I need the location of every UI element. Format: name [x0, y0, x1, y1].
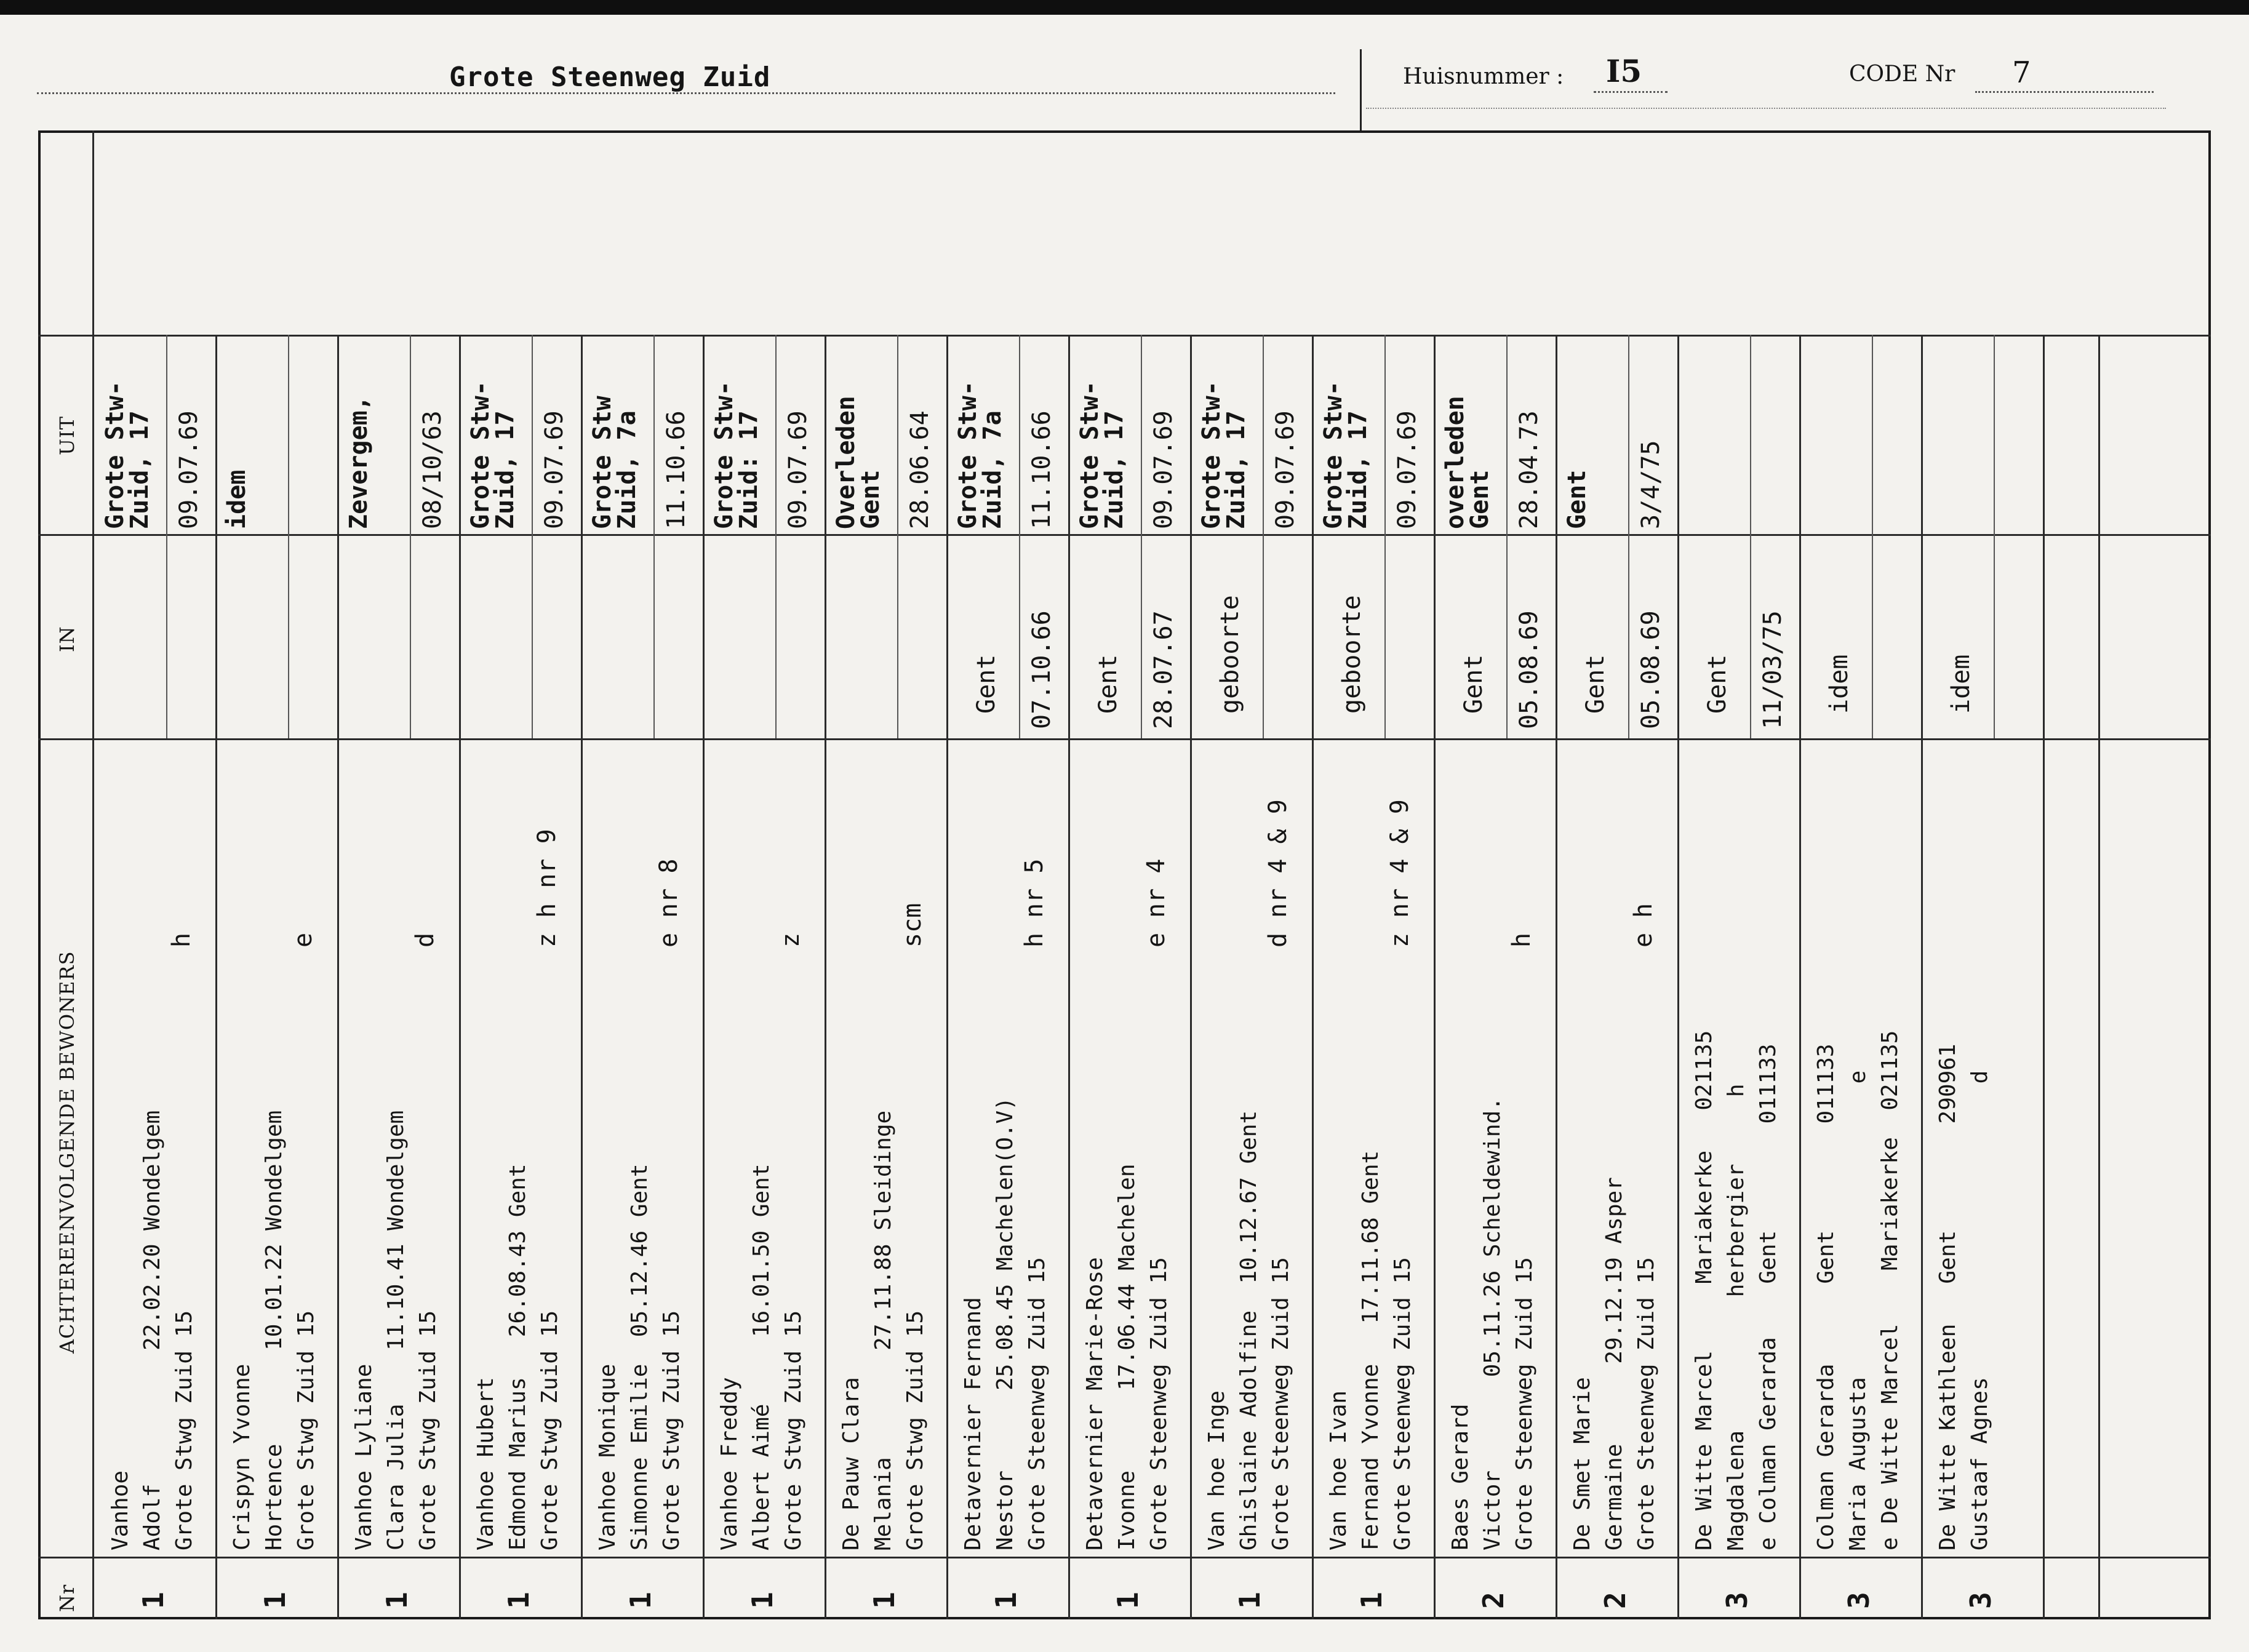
cell-subdivider [288, 335, 289, 738]
row-nr: 1 [502, 1592, 535, 1609]
resident-line: Germaine 29.12.19 Asper [1602, 1177, 1627, 1550]
in-place: Gent [1094, 654, 1122, 714]
resident-line: e Colman Gerarda Gent 011133 [1756, 1043, 1781, 1550]
nr-column-label: Nr [55, 1584, 79, 1612]
resident-line: Van hoe Ivan [1326, 1390, 1351, 1550]
cell-subdivider [410, 335, 411, 738]
row-divider [581, 335, 583, 1619]
uit-place: Grote Stw- [1197, 381, 1226, 529]
uit-date: 09.07.69 [1149, 410, 1178, 529]
in-place: idem [1947, 654, 1975, 714]
resident-line: Grote Stwg Zuid 15 [537, 1310, 562, 1550]
row-divider [1312, 335, 1314, 1619]
cell-subdivider [1628, 335, 1629, 738]
uit-date: 11.10.66 [1028, 410, 1056, 529]
uit-date: 28.04.73 [1515, 410, 1543, 529]
row-divider [1556, 335, 1557, 1619]
in-place: Gent [972, 654, 1001, 714]
resident-line: Simonne Emilie 05.12.46 Gent [627, 1163, 652, 1550]
resident-line: Grote Steenweg Zuid 15 [1025, 1257, 1050, 1550]
row-note: e [289, 932, 318, 948]
in-date: 07.10.66 [1028, 610, 1056, 729]
in-date: 05.08.69 [1515, 610, 1543, 729]
row-divider [337, 335, 339, 1619]
uit-place: idem [223, 469, 251, 529]
row-divider [1190, 335, 1192, 1619]
in-place: Gent [1703, 654, 1732, 714]
resident-line: e De Witte Marcel Mariakerke 021135 [1877, 1030, 1903, 1550]
code-dotted-line [1975, 91, 2154, 93]
cell-subdivider [1263, 335, 1264, 738]
uit-place: Gent [857, 469, 885, 529]
cell-subdivider [897, 335, 898, 738]
row-nr: 1 [137, 1592, 170, 1609]
resident-line: Grote Stwg Zuid 15 [415, 1310, 441, 1550]
uit-place: Zuid, 17 [1100, 410, 1128, 529]
resident-line: Vanhoe Lyliane [351, 1363, 377, 1550]
row-nr: 2 [1477, 1592, 1510, 1609]
row-nr: 1 [868, 1592, 901, 1609]
resident-line: Grote Stwg Zuid 15 [781, 1310, 806, 1550]
uit-place: Gent [1563, 469, 1591, 529]
row-divider [2098, 335, 2100, 1619]
top-edge-bar [0, 0, 2249, 15]
resident-line: Van hoe Inge [1204, 1390, 1229, 1550]
row-note: e nr 4 [1142, 858, 1170, 948]
uit-date: 08/10/63 [418, 410, 447, 529]
cell-subdivider [653, 335, 655, 738]
resident-line: De Witte Kathleen Gent 290961 [1935, 1043, 1960, 1550]
row-nr: 3 [1720, 1592, 1754, 1609]
resident-line: Vanhoe [108, 1470, 133, 1550]
cell-subdivider [1994, 335, 1995, 738]
row-divider [215, 335, 217, 1619]
row-note: h [1508, 932, 1536, 948]
cell-subdivider [1384, 335, 1386, 738]
row-nr: 1 [989, 1592, 1023, 1609]
row-note: e nr 8 [655, 858, 683, 948]
resident-line: Grote Stwg Zuid 15 [903, 1310, 928, 1550]
uit-place: Grote Stw- [101, 381, 129, 529]
row-nr: 1 [1233, 1592, 1266, 1609]
row-divider [1677, 335, 1679, 1619]
row-divider [1921, 335, 1923, 1619]
cell-subdivider [1506, 335, 1508, 738]
resident-line: Albert Aimé 16.01.50 Gent [749, 1163, 774, 1550]
code-value: 7 [2012, 55, 2031, 90]
cell-subdivider [1872, 335, 1873, 738]
in-date: 05.08.69 [1637, 610, 1665, 729]
row-divider [1799, 335, 1801, 1619]
row-divider [1068, 335, 1070, 1619]
row-nr: 1 [258, 1592, 292, 1609]
uit-place: Grote Stw- [710, 381, 738, 529]
resident-line: Adolf 22.02.20 Wondelgem [140, 1110, 165, 1550]
in-section-top [38, 534, 2211, 536]
uit-place: Zuid, 17 [126, 410, 154, 529]
in-column-label: IN [55, 626, 79, 652]
row-nr: 1 [624, 1592, 657, 1609]
row-nr: 1 [380, 1592, 413, 1609]
resident-line: Grote Stwg Zuid 15 [294, 1310, 319, 1550]
in-place: geboorte [1216, 595, 1244, 714]
row-nr: 1 [1355, 1592, 1388, 1609]
resident-line: Vanhoe Freddy [717, 1377, 742, 1550]
row-nr: 1 [1111, 1592, 1144, 1609]
resident-line: Crispyn Yvonne [230, 1363, 255, 1550]
resident-line: Detavernier Fernand [961, 1297, 986, 1550]
row-divider [1434, 335, 1436, 1619]
row-note: z h nr 9 [533, 829, 561, 948]
house-number-value: I5 [1606, 53, 1642, 89]
nr-section-top [38, 1557, 2211, 1558]
cell-subdivider [1750, 335, 1751, 738]
resident-line: Gustaaf Agnes d [1967, 1070, 1992, 1550]
resident-line: Grote Steenweg Zuid 15 [1512, 1257, 1537, 1550]
resident-line: Ivonne 17.06.44 Machelen [1114, 1163, 1140, 1550]
resident-line: Hortence 10.01.22 Wondelgem [262, 1110, 287, 1550]
uit-place: Grote Stw [588, 396, 617, 529]
resident-line: De Pauw Clara [839, 1377, 864, 1550]
label-column-divider [92, 130, 94, 1619]
uit-place: Grote Stw- [466, 381, 495, 529]
uit-date: 09.07.69 [175, 410, 203, 529]
uit-place: Zuid, 17 [1222, 410, 1250, 529]
resident-line: Grote Steenweg Zuid 15 [1268, 1257, 1293, 1550]
row-nr: 3 [1842, 1592, 1875, 1609]
row-divider [459, 335, 461, 1619]
row-note: h [167, 932, 196, 948]
uit-date: 09.07.69 [540, 410, 569, 529]
house-number-dotted-line [1594, 91, 1668, 93]
resident-line: Clara Julia 11.10.41 Wondelgem [383, 1110, 409, 1550]
uit-place: Grote Stw- [954, 381, 982, 529]
row-divider [946, 335, 948, 1619]
uit-place: Grote Stw- [1076, 381, 1104, 529]
row-divider [2043, 335, 2045, 1619]
row-note: d nr 4 & 9 [1264, 799, 1292, 948]
uit-date: 3/4/75 [1637, 440, 1665, 529]
uit-date: 09.07.69 [1271, 410, 1300, 529]
cell-subdivider [1019, 335, 1020, 738]
resident-line: Vanhoe Hubert [473, 1377, 498, 1550]
uit-place: Zuid: 17 [735, 410, 763, 529]
uit-date: 28.06.64 [906, 410, 934, 529]
cell-subdivider [1141, 335, 1142, 738]
uit-place: Overleden [832, 396, 860, 529]
row-note: z nr 4 & 9 [1386, 799, 1414, 948]
uit-date: 11.10.66 [662, 410, 690, 529]
uit-date: 09.07.69 [784, 410, 812, 529]
cell-subdivider [166, 335, 167, 738]
resident-line: Nestor 25.08.45 Machelen(O.V) [993, 1097, 1018, 1550]
row-divider [825, 335, 826, 1619]
resident-line: De Witte Marcel Mariakerke 021135 [1692, 1030, 1717, 1550]
resident-line: Victor 05.11.26 Scheldewind. [1480, 1097, 1505, 1550]
resident-line: Grote Steenweg Zuid 15 [1634, 1257, 1659, 1550]
row-note: d [411, 932, 439, 948]
in-date: 28.07.67 [1149, 610, 1178, 729]
resident-line: Melania 27.11.88 Sleidinge [871, 1110, 896, 1550]
row-note: scm [898, 903, 927, 948]
cell-subdivider [532, 335, 533, 738]
resident-line: Maria Augusta e [1845, 1070, 1871, 1550]
house-number-label: Huisnummer : [1403, 64, 1564, 89]
resident-line: Grote Steenweg Zuid 15 [1146, 1257, 1172, 1550]
row-note: z [777, 932, 805, 948]
in-place: Gent [1460, 654, 1488, 714]
resident-line: Vanhoe Monique [595, 1363, 620, 1550]
row-nr: 2 [1599, 1592, 1632, 1609]
uit-place: Zuid, 7a [613, 410, 641, 529]
resident-line: Ghislaine Adolfine 10.12.67 Gent [1236, 1110, 1261, 1550]
row-nr: 3 [1964, 1592, 1997, 1609]
in-place: geboorte [1338, 595, 1366, 714]
street-name: Grote Steenweg Zuid [449, 62, 771, 93]
code-label: CODE Nr [1849, 62, 1955, 87]
resident-line: De Smet Marie [1570, 1377, 1595, 1550]
resident-line: Edmond Marius 26.08.43 Gent [505, 1163, 530, 1550]
uit-place: Zevergem, [345, 396, 373, 529]
uit-place: Zuid, 17 [1344, 410, 1372, 529]
row-note: e h [1629, 903, 1658, 948]
resident-line: Baes Gerard [1448, 1403, 1473, 1550]
resident-line: Grote Stwg Zuid 15 [172, 1310, 197, 1550]
resident-line: Grote Stwg Zuid 15 [659, 1310, 684, 1550]
residents-section-top [38, 738, 2211, 740]
cell-subdivider [775, 335, 777, 738]
uit-place: Zuid, 7a [978, 410, 1007, 529]
header-dotted-line-2 [1366, 108, 2166, 109]
residents-column-label: ACHTEREENVOLGENDE BEWONERS [55, 951, 79, 1354]
resident-line: Detavernier Marie-Rose [1082, 1257, 1108, 1550]
resident-line: Fernand Yvonne 17.11.68 Gent [1358, 1150, 1383, 1550]
row-nr: 1 [746, 1592, 779, 1609]
uit-place: Grote Stw- [1319, 381, 1348, 529]
uit-date: 09.07.69 [1393, 410, 1421, 529]
in-place: Gent [1581, 654, 1610, 714]
uit-place: overleden [1441, 396, 1469, 529]
uit-place: Gent [1466, 469, 1494, 529]
row-note: h nr 5 [1020, 858, 1049, 948]
uit-section-top [38, 335, 2211, 337]
resident-line: Grote Steenweg Zuid 15 [1390, 1257, 1415, 1550]
street-dotted-line [37, 92, 1335, 94]
in-date: 11/03/75 [1759, 610, 1787, 729]
row-divider [703, 335, 705, 1619]
uit-column-label: UIT [55, 416, 79, 455]
in-place: idem [1825, 654, 1853, 714]
uit-place: Zuid, 17 [491, 410, 519, 529]
resident-line: Magdalena herbergier h [1724, 1083, 1749, 1550]
resident-line: Colman Gerarda Gent 011133 [1813, 1043, 1839, 1550]
header-separator [1360, 49, 1362, 132]
